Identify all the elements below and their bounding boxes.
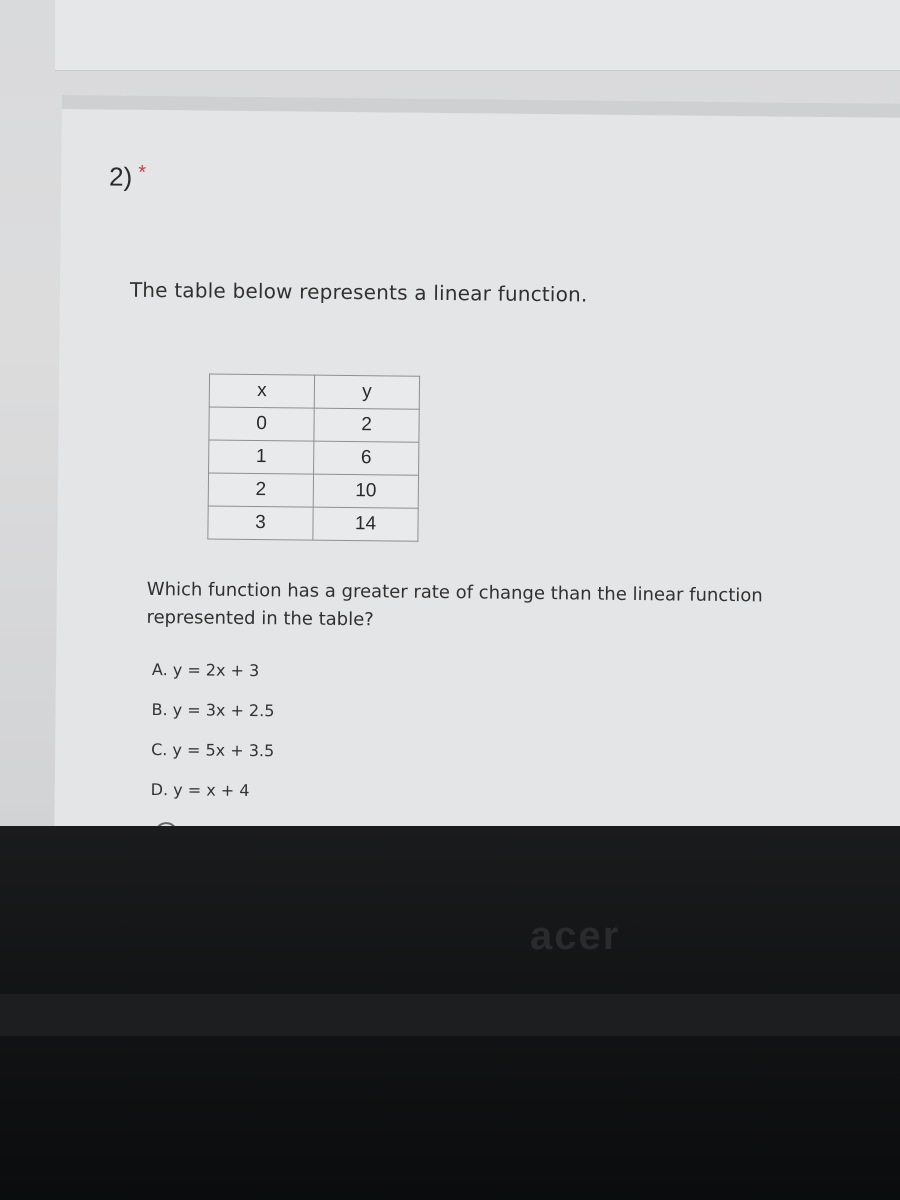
column-header-y: y — [314, 375, 419, 409]
laptop-hinge — [0, 994, 900, 1036]
choice-a-text: A. y = 2x + 3 — [151, 659, 260, 681]
question-intro: The table below represents a linear function. — [129, 277, 588, 307]
table-row — [208, 473, 418, 508]
laptop-bezel — [0, 826, 900, 1200]
table-cell: 10 — [313, 474, 418, 508]
acer-logo: acer — [530, 914, 621, 958]
question-prompt: Which function has a greater rate of change than the linear function represented in the table? — [146, 578, 763, 631]
table-cell: 3 — [208, 506, 313, 540]
question-number — [109, 161, 146, 192]
table-header-row — [209, 374, 419, 409]
table-cell: 1 — [209, 440, 314, 474]
question-card — [54, 95, 900, 830]
choice-b-text: B. y = 3x + 2.5 — [151, 699, 275, 721]
table-cell: 2 — [314, 408, 419, 442]
table-cell: 2 — [208, 473, 313, 507]
choice-d-text: D. y = x + 4 — [150, 779, 250, 801]
table-cell: 6 — [314, 441, 419, 475]
question-number-label: 2) — [108, 161, 133, 192]
function-table — [207, 374, 420, 542]
required-asterisk: * — [138, 161, 147, 184]
table-row — [208, 506, 418, 541]
previous-question-card — [55, 0, 900, 71]
answer-choices-list — [150, 658, 275, 819]
choice-c-text: C. y = 5x + 3.5 — [151, 739, 275, 761]
table-cell: 14 — [313, 507, 418, 541]
column-header-x: x — [209, 374, 314, 408]
table-row — [209, 440, 419, 475]
table-row — [209, 407, 419, 442]
table-cell: 0 — [209, 407, 314, 441]
